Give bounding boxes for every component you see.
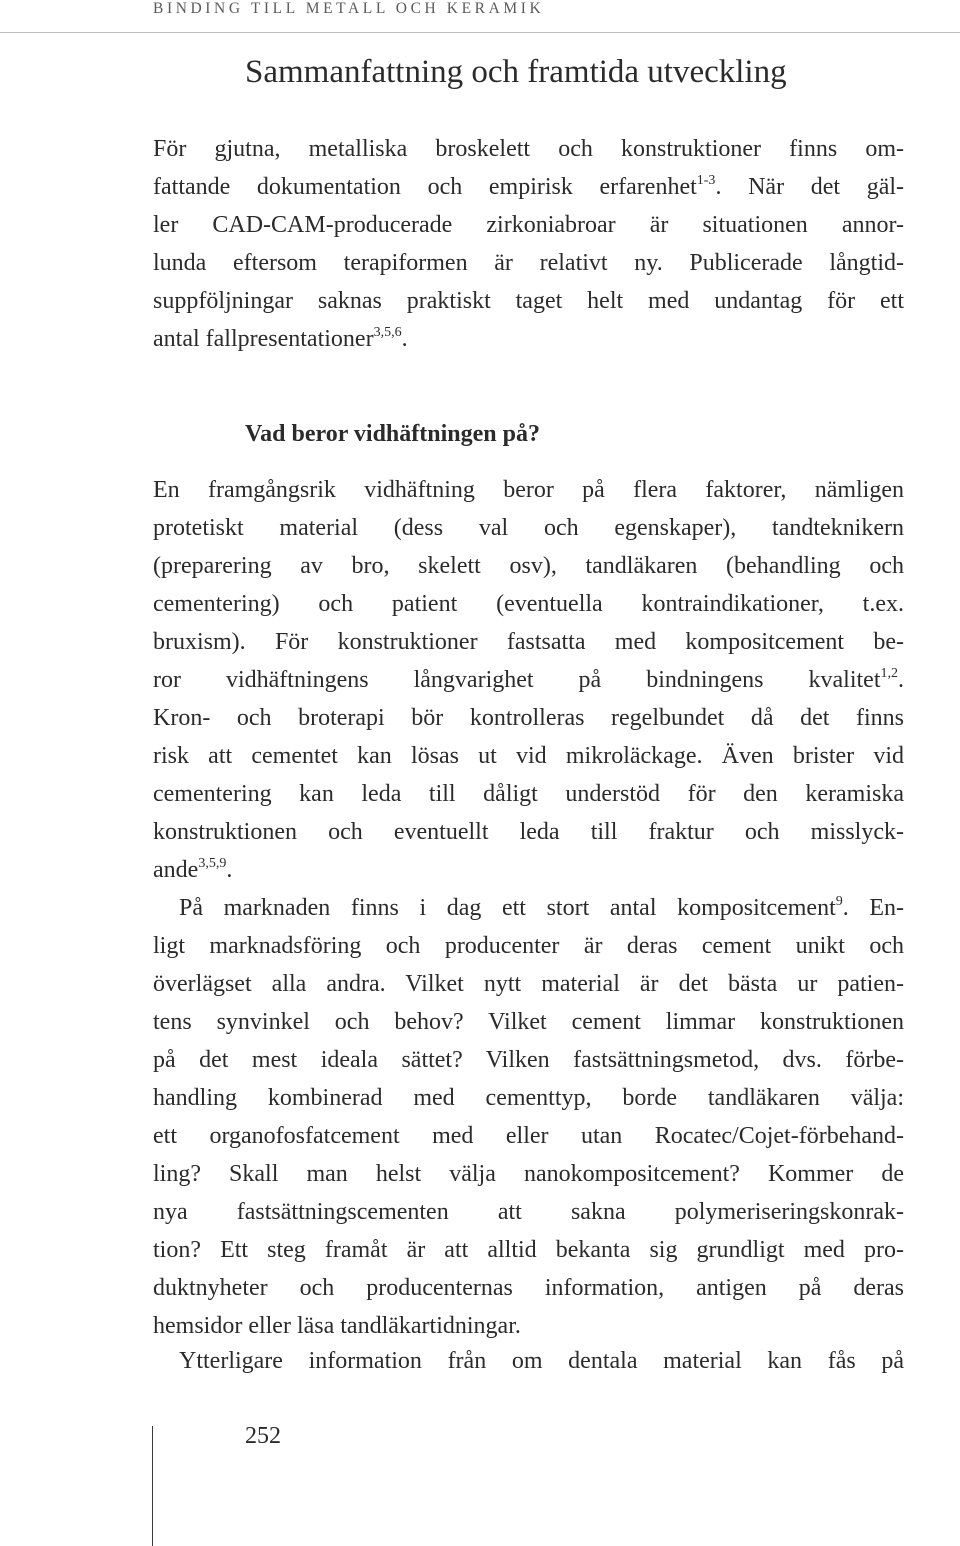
text-line: ande$^{3,5,9}$.: [153, 856, 233, 883]
text-line: nya fastsättningscementen att sakna polymeriseringskonrak-: [153, 1199, 904, 1225]
text-line: suppföljningar saknas praktiskt taget helt med undantag för ett: [153, 288, 904, 314]
text-line: lunda eftersom terapiformen är relativt ny. Publicerade långtid-: [153, 250, 904, 276]
text-line: protetiskt material (dess val och egenskaper), tandteknikern: [153, 515, 904, 541]
page-number: 252: [245, 1423, 281, 1449]
text-line: På marknaden finns i dag ett stort antal kompositcement$^9$. En-: [179, 894, 904, 921]
running-head: BINDING TILL METALL OCH KERAMIK: [153, 0, 545, 17]
text-line: konstruktionen och eventuellt leda till fraktur och misslyck-: [153, 819, 904, 845]
text-line: duktnyheter och producenternas information, antigen på deras: [153, 1275, 904, 1301]
text-line: på det mest ideala sättet? Vilken fastsättningsmetod, dvs. förbe-: [153, 1047, 904, 1073]
text-line: För gjutna, metalliska broskelett och konstruktioner finns om-: [153, 136, 904, 162]
text-line: fattande dokumentation och empirisk erfarenhet$^{1-3}$. När det gäl-: [153, 173, 905, 200]
text-line: handling kombinerad med cementtyp, borde tandläkaren välja:: [153, 1085, 904, 1111]
text-line: hemsidor eller läsa tandläkartidningar.: [153, 1313, 521, 1339]
body-paragraph-1: [153, 471, 904, 889]
citation-superscript: 1-3: [696, 173, 716, 188]
text-line: Ytterligare information från om dentala material kan fås på: [179, 1348, 904, 1374]
intro-paragraph: [153, 130, 904, 358]
text-line: ror vidhäftningens långvarighet på bindningens kvalitet$^{1,2}$.: [153, 666, 904, 693]
text-line: risk att cementet kan lösas ut vid mikroläckage. Även brister vid: [153, 743, 904, 769]
text-line: tens synvinkel och behov? Vilket cement limmar konstruktionen: [153, 1009, 904, 1035]
text-line: Kron- och broterapi bör kontrolleras regelbundet då det finns: [153, 705, 904, 731]
citation-superscript: 3,5,9: [198, 856, 227, 871]
citation-superscript: 1,2: [880, 666, 898, 681]
text-line: tion? Ett steg framåt är att alltid bekanta sig grundligt med pro-: [153, 1237, 904, 1263]
text-line: ler CAD-CAM-producerade zirkoniabroar är situationen annor-: [153, 212, 904, 238]
body-paragraph-3: [153, 1342, 904, 1380]
body-paragraph-2: [153, 889, 904, 1345]
text-line: cementering kan leda till dåligt understöd för den keramiska: [153, 781, 904, 807]
text-line: överlägset alla andra. Vilket nytt material är det bästa ur patien-: [153, 971, 904, 997]
subheading: Vad beror vidhäftningen på?: [245, 421, 540, 447]
text-line: En framgångsrik vidhäftning beror på flera faktorer, nämligen: [153, 477, 904, 503]
section-title: Sammanfattning och framtida utveckling: [245, 54, 787, 90]
citation-superscript: 9: [835, 894, 843, 909]
text-line: ett organofosfatcement med eller utan Rocatec/Cojet-förbehand-: [153, 1123, 904, 1149]
footer-rule: [152, 1426, 153, 1546]
text-line: bruxism). För konstruktioner fastsatta med kompositcement be-: [153, 629, 904, 655]
text-line: ligt marknadsföring och producenter är deras cement unikt och: [153, 933, 904, 959]
text-line: (preparering av bro, skelett osv), tandläkaren (behandling och: [153, 553, 904, 579]
text-line: cementering) och patient (eventuella kontraindikationer, t.ex.: [153, 591, 904, 617]
header-divider: [0, 32, 960, 33]
text-line: ling? Skall man helst välja nanokompositcement? Kommer de: [153, 1161, 904, 1187]
citation-superscript: 3,5,6: [373, 325, 402, 340]
text-line: antal fallpresentationer$^{3,5,6}$.: [153, 325, 408, 352]
